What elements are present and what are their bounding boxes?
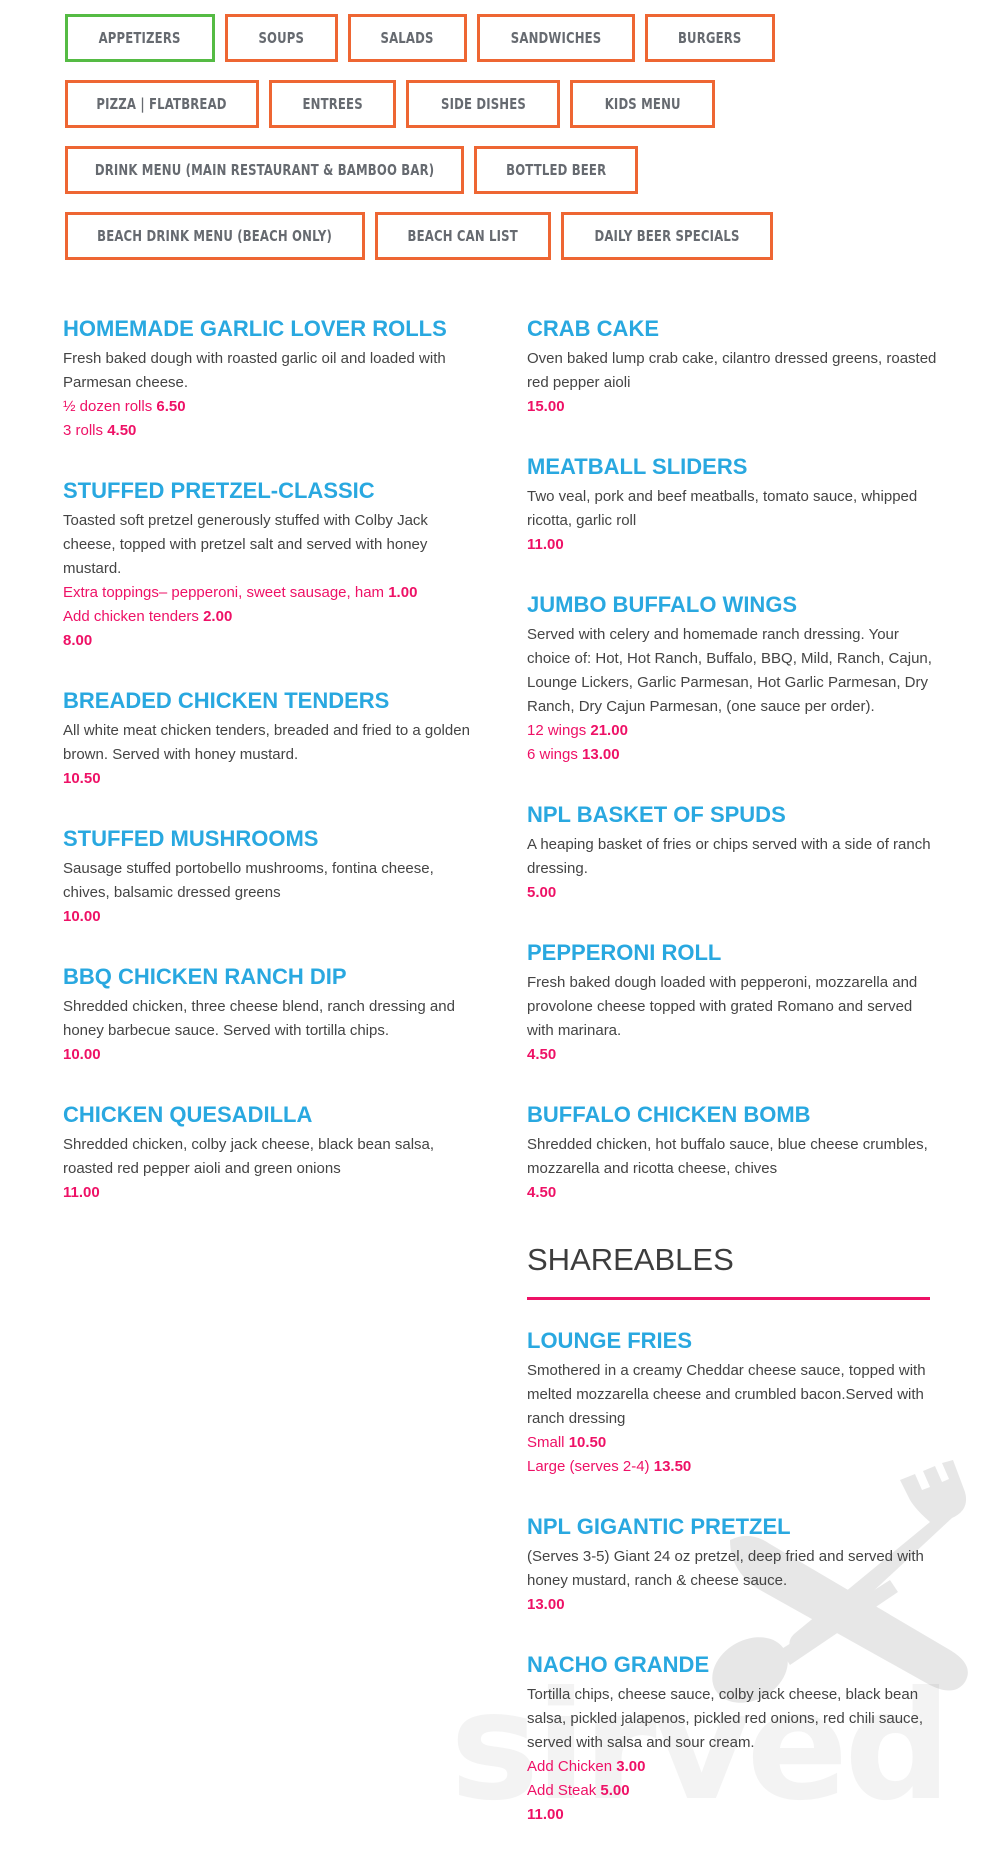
menu-item (527, 592, 937, 767)
tab-pizza-flatbread[interactable]: PIZZA | FLATBREAD (65, 80, 259, 128)
item-description: Fresh baked dough loaded with pepperoni, mozzarella and provolone cheese topped with grated Romano and served with marinara. (527, 974, 918, 1039)
menu-item (527, 1652, 937, 1827)
tab-beach-drink-menu[interactable]: BEACH DRINK MENU (BEACH ONLY) (65, 212, 365, 260)
item-title: STUFFED PRETZEL-CLASSIC (63, 478, 375, 503)
item-title: CRAB CAKE (527, 316, 659, 341)
item-price: 11.00 (527, 536, 564, 553)
tab-row-1 (65, 14, 845, 62)
item-description: Two veal, pork and beef meatballs, tomato sauce, whipped ricotta, garlic roll (527, 488, 918, 529)
menu-left-column (63, 316, 483, 1240)
tab-drink-menu[interactable]: DRINK MENU (MAIN RESTAURANT & BAMBOO BAR) (65, 146, 464, 194)
tab-side-dishes[interactable]: SIDE DISHES (406, 80, 560, 128)
option-price: 4.50 (107, 422, 137, 439)
item-title: BREADED CHICKEN TENDERS (63, 688, 390, 713)
item-price: 11.00 (527, 1806, 564, 1823)
tab-beach-can-list[interactable]: BEACH CAN LIST (375, 212, 551, 260)
tab-row-2 (65, 80, 845, 128)
tab-burgers[interactable]: BURGERS (645, 14, 775, 62)
section-heading-shareables: SHAREABLES (527, 1242, 734, 1277)
menu-item (63, 964, 483, 1067)
item-price: 4.50 (527, 1184, 557, 1201)
item-title: MEATBALL SLIDERS (527, 454, 748, 479)
option-price: 21.00 (590, 722, 628, 739)
item-description: A heaping basket of fries or chips served with a side of ranch dressing. (527, 836, 931, 877)
option-price: 3.00 (616, 1758, 646, 1775)
item-title: BBQ CHICKEN RANCH DIP (63, 964, 347, 989)
item-price: 8.00 (63, 632, 93, 649)
item-description: Shredded chicken, hot buffalo sauce, blue cheese crumbles, mozzarella and ricotta cheese, chives (527, 1136, 928, 1177)
tab-entrees[interactable]: ENTREES (269, 80, 396, 128)
tab-salads[interactable]: SALADS (348, 14, 467, 62)
menu-item (63, 688, 483, 791)
menu-item (527, 1328, 937, 1479)
menu-item (63, 316, 483, 443)
item-title: HOMEMADE GARLIC LOVER ROLLS (63, 316, 447, 341)
tab-kids-menu[interactable]: KIDS MENU (570, 80, 715, 128)
menu-item (527, 940, 937, 1067)
option-price: 5.00 (600, 1782, 630, 1799)
item-price: 10.00 (63, 908, 101, 925)
tab-daily-beer-specials[interactable]: DAILY BEER SPECIALS (561, 212, 773, 260)
item-description: Smothered in a creamy Cheddar cheese sauce, topped with melted mozzarella cheese and crumbled bacon.Served with ranch dressing (527, 1362, 926, 1427)
menu-item (63, 478, 483, 653)
item-title: NACHO GRANDE (527, 1652, 710, 1677)
item-option: 3 rolls 4.50 (63, 422, 137, 439)
item-description: Tortilla chips, cheese sauce, colby jack cheese, black bean salsa, pickled jalapenos, pickled red onions, red chili sauce, served with salsa and sour cream. (527, 1686, 924, 1751)
item-option: ½ dozen rolls 6.50 (63, 398, 186, 415)
item-price: 11.00 (63, 1184, 100, 1201)
item-description: Sausage stuffed portobello mushrooms, fontina cheese, chives, balsamic dressed greens (63, 860, 434, 901)
option-price: 1.00 (388, 584, 418, 601)
item-title: STUFFED MUSHROOMS (63, 826, 319, 851)
tab-row-3 (65, 146, 845, 194)
item-title: CHICKEN QUESADILLA (63, 1102, 313, 1127)
section-divider (527, 1297, 930, 1300)
item-option: Add Chicken 3.00 (527, 1758, 646, 1775)
option-price: 10.50 (568, 1434, 607, 1451)
item-option: Large (serves 2-4) 13.50 (527, 1458, 692, 1475)
option-price: 13.00 (582, 746, 620, 763)
item-option: 12 wings 21.00 (527, 722, 628, 739)
menu-item (527, 802, 937, 905)
item-title: NPL BASKET OF SPUDS (527, 802, 786, 827)
item-price: 15.00 (527, 398, 565, 415)
item-description: Shredded chicken, three cheese blend, ranch dressing and honey barbecue sauce. Served with tortilla chips. (63, 998, 455, 1039)
option-price: 2.00 (203, 608, 233, 625)
item-price: 10.50 (63, 770, 101, 787)
item-option: Add chicken tenders 2.00 (63, 608, 233, 625)
menu-item (63, 1102, 483, 1205)
item-description: Fresh baked dough with roasted garlic oil and loaded with Parmesan cheese. (63, 350, 446, 391)
item-price: 13.00 (527, 1596, 565, 1613)
item-title: LOUNGE FRIES (527, 1328, 693, 1353)
item-description: Oven baked lump crab cake, cilantro dressed greens, roasted red pepper aioli (527, 350, 937, 391)
item-option: Add Steak 5.00 (527, 1782, 630, 1799)
item-description: Shredded chicken, colby jack cheese, black bean salsa, roasted red pepper aioli and green onions (63, 1136, 435, 1177)
item-title: PEPPERONI ROLL (527, 940, 722, 965)
menu-item (527, 1514, 937, 1617)
menu-item (63, 826, 483, 929)
item-price: 5.00 (527, 884, 557, 901)
item-title: BUFFALO CHICKEN BOMB (527, 1102, 811, 1127)
tab-sandwiches[interactable]: SANDWICHES (477, 14, 635, 62)
option-price: 6.50 (156, 398, 186, 415)
tab-bottled-beer[interactable]: BOTTLED BEER (474, 146, 638, 194)
item-price: 10.00 (63, 1046, 101, 1063)
tab-row-4 (65, 212, 845, 260)
item-description: Toasted soft pretzel generously stuffed with Colby Jack cheese, topped with pretzel salt and served with honey mustard. (63, 512, 428, 577)
item-price: 4.50 (527, 1046, 557, 1063)
tab-appetizers[interactable]: APPETIZERS (65, 14, 215, 62)
menu-right-column (527, 316, 937, 1862)
item-title: NPL GIGANTIC PRETZEL (527, 1514, 791, 1539)
menu-item (527, 316, 937, 419)
tab-soups[interactable]: SOUPS (225, 14, 338, 62)
option-price: 13.50 (653, 1458, 692, 1475)
item-title: JUMBO BUFFALO WINGS (527, 592, 798, 617)
item-option: 6 wings 13.00 (527, 746, 620, 763)
item-description: All white meat chicken tenders, breaded and fried to a golden brown. Served with honey mustard. (63, 722, 470, 763)
item-description: (Serves 3-5) Giant 24 oz pretzel, deep fried and served with honey mustard, ranch & cheese sauce. (527, 1548, 924, 1589)
item-option: Small 10.50 (527, 1434, 607, 1451)
menu-item (527, 1102, 937, 1205)
item-option: Extra toppings– pepperoni, sweet sausage, ham 1.00 (63, 584, 418, 601)
menu-category-tabs (65, 14, 845, 278)
menu-item (527, 454, 937, 557)
item-description: Served with celery and homemade ranch dressing. Your choice of: Hot, Hot Ranch, Buffalo, BBQ, Mild, Ranch, Cajun, Lounge Lickers, Garlic Parmesan, Hot Garlic Parmesan, Dry Ranch, Dry Cajun Parmesan, (one sauce per order). (527, 626, 932, 715)
